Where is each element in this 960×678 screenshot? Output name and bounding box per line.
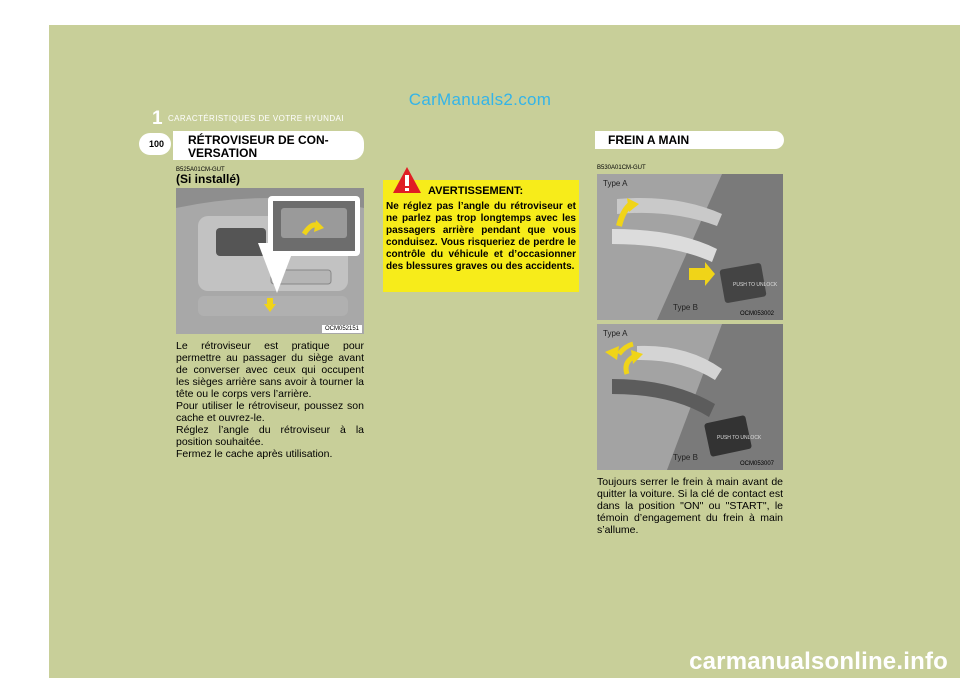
parking-brake-photo-2 — [597, 324, 783, 470]
fig2-code: OCM053007 — [740, 461, 775, 467]
warning-title: AVERTISSEMENT: — [428, 185, 524, 197]
parking-brake-photo-1 — [597, 174, 783, 320]
section-title-mirror: RÉTROVISEUR DE CON- VERSATION — [188, 133, 329, 160]
mirror-photo-illustration — [176, 188, 364, 334]
section-code-mirror: B525A01CM-GUT — [176, 167, 225, 173]
paragraph: Réglez l’angle du rétroviseur à la position souhaitée. — [176, 424, 364, 448]
chapter-title: CARACTÉRISTIQUES DE VOTRE HYUNDAI — [168, 114, 344, 123]
fig2-type-a: Type A — [603, 329, 628, 338]
fig1-type-b: Type B — [673, 303, 698, 312]
mirror-photo-code: OCM052151 — [322, 325, 362, 333]
paragraph: Fermez le cache après utilisation. — [176, 448, 333, 460]
parking-brake-description: Toujours serrer le frein à main avant de quitter la voiture. Si la clé de contact est dans la position "ON" ou "START", le témoin d’engagement du frein à main s’allume. — [597, 476, 783, 536]
mirror-description — [176, 340, 364, 460]
paragraph: Pour utiliser le rétroviseur, poussez son cache et ouvrez-le. — [176, 400, 364, 424]
mirror-photo — [176, 188, 364, 334]
paragraph: Le rétroviseur est pratique pour permettre au passager du siège avant de converser avec ceux qui occupent les sièges arrière sans avoir à tourner la tête ou le corps vers l’arrière. — [176, 340, 364, 400]
section-title-parking-brake: FREIN A MAIN — [608, 133, 690, 147]
chapter-number: 1 — [152, 108, 163, 129]
push-button-label: PUSH TO UNLOCK — [717, 435, 762, 441]
exclamation-icon — [392, 166, 422, 194]
section-code-brake: B530A01CM-GUT — [597, 165, 646, 171]
fig2-type-b: Type B — [673, 453, 698, 462]
fig1-code: OCM053002 — [740, 311, 775, 317]
watermark-top[interactable]: CarManuals2.com — [408, 90, 552, 109]
parking-brake-illustration-2 — [597, 324, 783, 470]
parking-brake-illustration-1 — [597, 174, 783, 320]
fig1-type-a: Type A — [603, 179, 628, 188]
push-button-label: PUSH TO UNLOCK — [733, 282, 778, 288]
watermark-bottom[interactable]: carmanualsonline.info — [689, 648, 948, 675]
warning-text: Ne réglez pas l’angle du rétroviseur et ne parlez pas trop longtemps avec les passagers arrière pendant que vous conduisez. Vous risqueriez de perdre le contrôle du véhicule et d’occasionner des blessures graves ou des accidents. — [386, 201, 576, 272]
top-margin — [0, 0, 960, 25]
subhead-if-installed: (Si installé) — [176, 172, 241, 186]
page-number: 100 — [149, 139, 165, 149]
